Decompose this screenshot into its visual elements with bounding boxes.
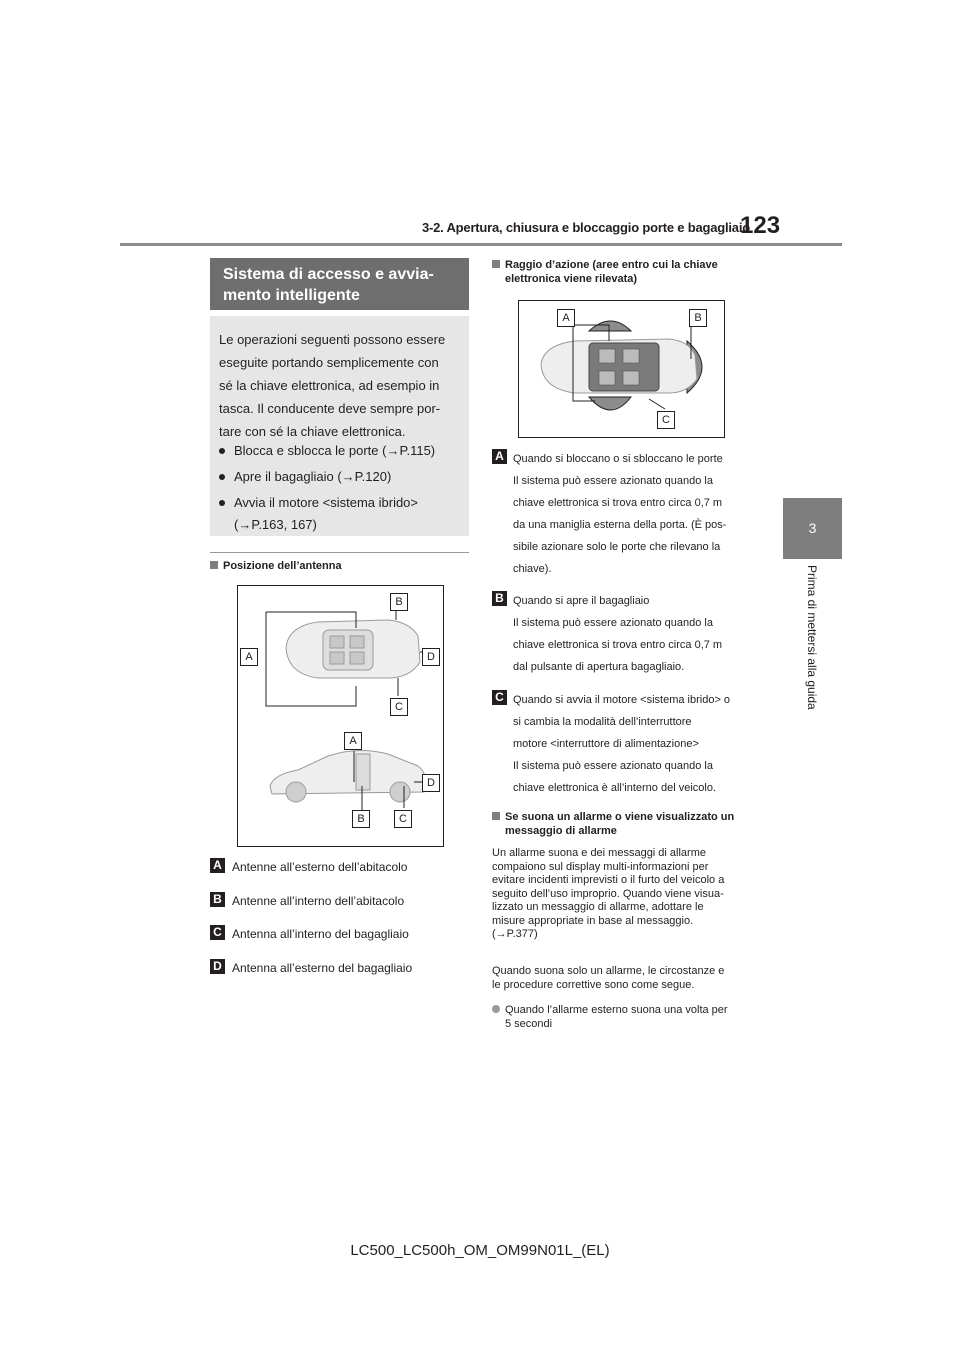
- bullet-item: [219, 492, 418, 536]
- square-bullet-icon: [492, 812, 500, 820]
- intro-line: tasca. Il conducente deve sempre por-: [219, 401, 441, 416]
- chapter-tab: 3: [783, 498, 842, 559]
- alarm-heading-text: Se suona un allarme o viene visualizzato un: [505, 811, 735, 823]
- range-line: Il sistema può essere azionato quando la: [513, 760, 713, 772]
- range-line: motore <interruttore di alimentazione>: [513, 738, 699, 750]
- label-b: B: [689, 309, 707, 327]
- range-badge-c: C: [492, 690, 507, 705]
- paragraph-line: le procedure correttive sono come segue.: [492, 978, 695, 991]
- label-c: C: [390, 698, 408, 716]
- legend-text: Antenne all’esterno dell’abitacolo: [232, 860, 408, 874]
- alarm-paragraph-1: [492, 847, 757, 942]
- box-body: [210, 316, 469, 536]
- antenna-figure: [237, 585, 444, 847]
- bullet-item: [219, 466, 391, 488]
- intro-line: sé la chiave elettronica, ad esempio in: [219, 378, 440, 393]
- range-line: Il sistema può essere azionato quando la: [513, 617, 713, 629]
- range-item-c: [513, 689, 758, 799]
- range-line: si cambia la modalità dell’interruttore: [513, 716, 692, 728]
- bullet-text-line: (→P.163, 167): [234, 517, 317, 532]
- alarm-heading-text: messaggio di allarme: [505, 825, 617, 837]
- legend-badge-b: B: [210, 892, 225, 907]
- range-line: sibile azionare solo le porte che rilevano la: [513, 541, 721, 553]
- legend-text: Antenne all’interno dell’abitacolo: [232, 894, 405, 908]
- intro-line: tare con sé la chiave elettronica.: [219, 424, 406, 439]
- square-bullet-icon: [210, 561, 218, 569]
- paragraph-line: misure appropriate in base al messaggio.: [492, 914, 694, 927]
- range-line: Quando si avvia il motore <sistema ibrido> o: [513, 694, 731, 706]
- paragraph-line: Quando suona solo un allarme, le circostanze e: [492, 965, 725, 977]
- range-line: chiave elettronica si trova entro circa 0,7 m: [513, 639, 723, 651]
- label-a: A: [240, 648, 258, 666]
- paragraph-line: compaiono sul display multi-informazioni per: [492, 860, 709, 873]
- label-a: A: [557, 309, 575, 327]
- range-figure: [518, 300, 725, 438]
- label-d: D: [422, 648, 440, 666]
- paragraph-line: lizzato un messaggio di allarme, adottare le: [492, 901, 704, 913]
- intro-text: [219, 328, 464, 443]
- range-line: Quando si bloccano o si sbloccano le porte: [513, 453, 723, 465]
- bullet-dot-icon: [219, 500, 225, 506]
- range-line: chiave elettronica è all’interno del veicolo.: [513, 782, 717, 794]
- bullet-text: Blocca e sblocca le porte (→P.115): [234, 443, 436, 458]
- label-b: B: [390, 593, 408, 611]
- antenna-heading-text: Posizione dell’antenna: [223, 560, 342, 572]
- range-heading-text: Raggio d’azione (aree entro cui la chiave: [505, 259, 718, 271]
- bullet-dot-icon: [219, 448, 225, 454]
- range-badge-b: B: [492, 591, 507, 606]
- legend-badge-c: C: [210, 925, 225, 940]
- range-heading: [492, 258, 752, 286]
- legend-text: Antenna all’interno del bagagliaio: [232, 927, 409, 941]
- paragraph-line: evitare incidenti imprevisti o il furto del veicolo a: [492, 874, 725, 886]
- range-line: Il sistema può essere azionato quando la: [513, 475, 713, 487]
- label-c: C: [394, 810, 412, 828]
- label-b: B: [352, 810, 370, 828]
- header-rule: [120, 243, 842, 246]
- paragraph-line: (→P.377): [492, 928, 538, 940]
- alarm-heading: [492, 810, 752, 838]
- box-title-line-2: mento intelligente: [223, 287, 360, 304]
- range-badge-a: A: [492, 449, 507, 464]
- range-line: chiave elettronica si trova entro circa 0,7 m: [513, 497, 723, 509]
- range-item-a: [513, 448, 753, 580]
- box-title-line-1: Sistema di accesso e avvia-: [223, 266, 434, 283]
- range-line: chiave).: [513, 563, 552, 575]
- paragraph-line: seguito dell’uso improprio. Quando viene visua-: [492, 887, 724, 900]
- label-d: D: [422, 774, 440, 792]
- intro-line: eseguite portando semplicemente con: [219, 355, 439, 370]
- intro-line: Le operazioni seguenti possono essere: [219, 332, 446, 347]
- section-title: 3-2. Apertura, chiusura e bloccaggio porte e bagagliaio: [421, 220, 750, 235]
- paragraph-line: Un allarme suona e dei messaggi di allarme: [492, 847, 706, 859]
- circle-bullet-icon: [492, 1005, 500, 1013]
- bullet-text: Apre il bagagliaio (→P.120): [234, 469, 392, 484]
- range-line: da una maniglia esterna della porta. (È pos-: [513, 519, 727, 531]
- range-item-b: [513, 590, 753, 678]
- legend-badge-a: A: [210, 858, 225, 873]
- alarm-bullet-text: 5 secondi: [505, 1017, 553, 1030]
- range-line: dal pulsante di apertura bagagliaio.: [513, 661, 685, 673]
- alarm-paragraph-2: [492, 965, 757, 992]
- bullet-text-line: Avvia il motore <sistema ibrido>: [234, 495, 419, 510]
- box-title: [210, 258, 469, 310]
- chapter-title-vertical: [783, 565, 842, 735]
- chapter-title: Prima di mettersi alla guida: [805, 565, 819, 710]
- legend-badge-d: D: [210, 959, 225, 974]
- alarm-bullet: [492, 1004, 757, 1031]
- bullet-dot-icon: [219, 474, 225, 480]
- alarm-bullet-text: Quando l’allarme esterno suona una volta per: [505, 1004, 728, 1016]
- antenna-heading: [210, 559, 342, 573]
- page-number: 123: [740, 212, 781, 239]
- bullet-item: [219, 440, 435, 462]
- label-c: C: [657, 411, 675, 429]
- range-line: Quando si apre il bagagliaio: [513, 595, 650, 607]
- label-a: A: [344, 732, 362, 750]
- section-divider: [210, 552, 469, 553]
- legend-text: Antenna all’esterno del bagagliaio: [232, 961, 413, 975]
- range-heading-text: elettronica viene rilevata): [505, 273, 638, 285]
- document-code: LC500_LC500h_OM_OM99N01L_(EL): [350, 1242, 610, 1259]
- square-bullet-icon: [492, 260, 500, 268]
- car-antenna-illustration: [238, 586, 443, 846]
- bullet-text: [234, 492, 418, 536]
